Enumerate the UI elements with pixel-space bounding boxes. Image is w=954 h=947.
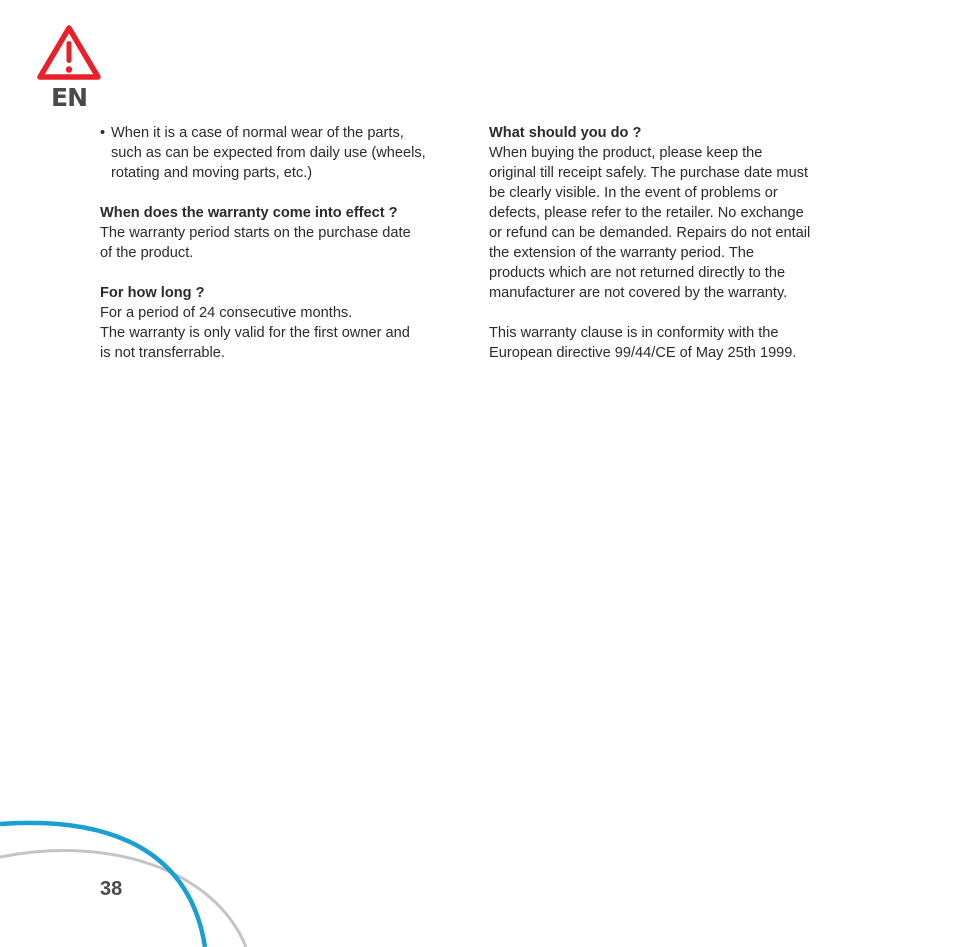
section-body-conformity: [489, 323, 849, 363]
page-number: 38: [100, 878, 123, 900]
body-line: European directive 99/44/CE of May 25th 1999.: [489, 345, 797, 361]
gray-arc: [0, 851, 246, 947]
body-line: manufacturer are not covered by the warranty.: [489, 285, 788, 301]
body-line: products which are not returned directly to the: [489, 265, 786, 281]
body-line: The warranty is only valid for the first owner and: [100, 325, 410, 341]
body-line: The warranty period starts on the purchase date: [100, 225, 411, 241]
section-body-duration: [100, 303, 460, 363]
bullet-mark: •: [100, 125, 106, 141]
left-column: [100, 123, 460, 363]
body-line: or refund can be demanded. Repairs do not entail: [489, 225, 811, 241]
body-line: of the product.: [100, 245, 194, 261]
body-line: When buying the product, please keep the: [489, 145, 763, 161]
section-body-warranty-start: [100, 223, 460, 263]
body-line: be clearly visible. In the event of problems or: [489, 185, 778, 201]
warning-triangle-icon: [36, 24, 102, 82]
right-column: [489, 123, 849, 363]
section-body-what-to-do: [489, 143, 849, 303]
body-line: For a period of 24 consecutive months.: [100, 305, 353, 321]
body-line: defects, please refer to the retailer. No exchange: [489, 205, 804, 221]
bullet-line: rotating and moving parts, etc.): [111, 165, 313, 181]
bullet-line: such as can be expected from daily use (wheels,: [111, 145, 426, 161]
body-line: the extension of the warranty period. The: [489, 245, 755, 261]
body-line: is not transferrable.: [100, 345, 225, 361]
section-heading-warranty-start: When does the warranty come into effect ?: [100, 205, 398, 221]
bullet-list-item: [100, 123, 460, 183]
language-code: EN: [51, 83, 88, 112]
body-line: This warranty clause is in conformity with the: [489, 325, 779, 341]
body-line: original till receipt safely. The purchase date must: [489, 165, 809, 181]
section-heading-what-to-do: What should you do ?: [489, 125, 642, 141]
decorative-corner-arcs: [0, 810, 260, 947]
bullet-line: When it is a case of normal wear of the parts,: [111, 125, 404, 141]
section-heading-duration: For how long ?: [100, 285, 205, 301]
